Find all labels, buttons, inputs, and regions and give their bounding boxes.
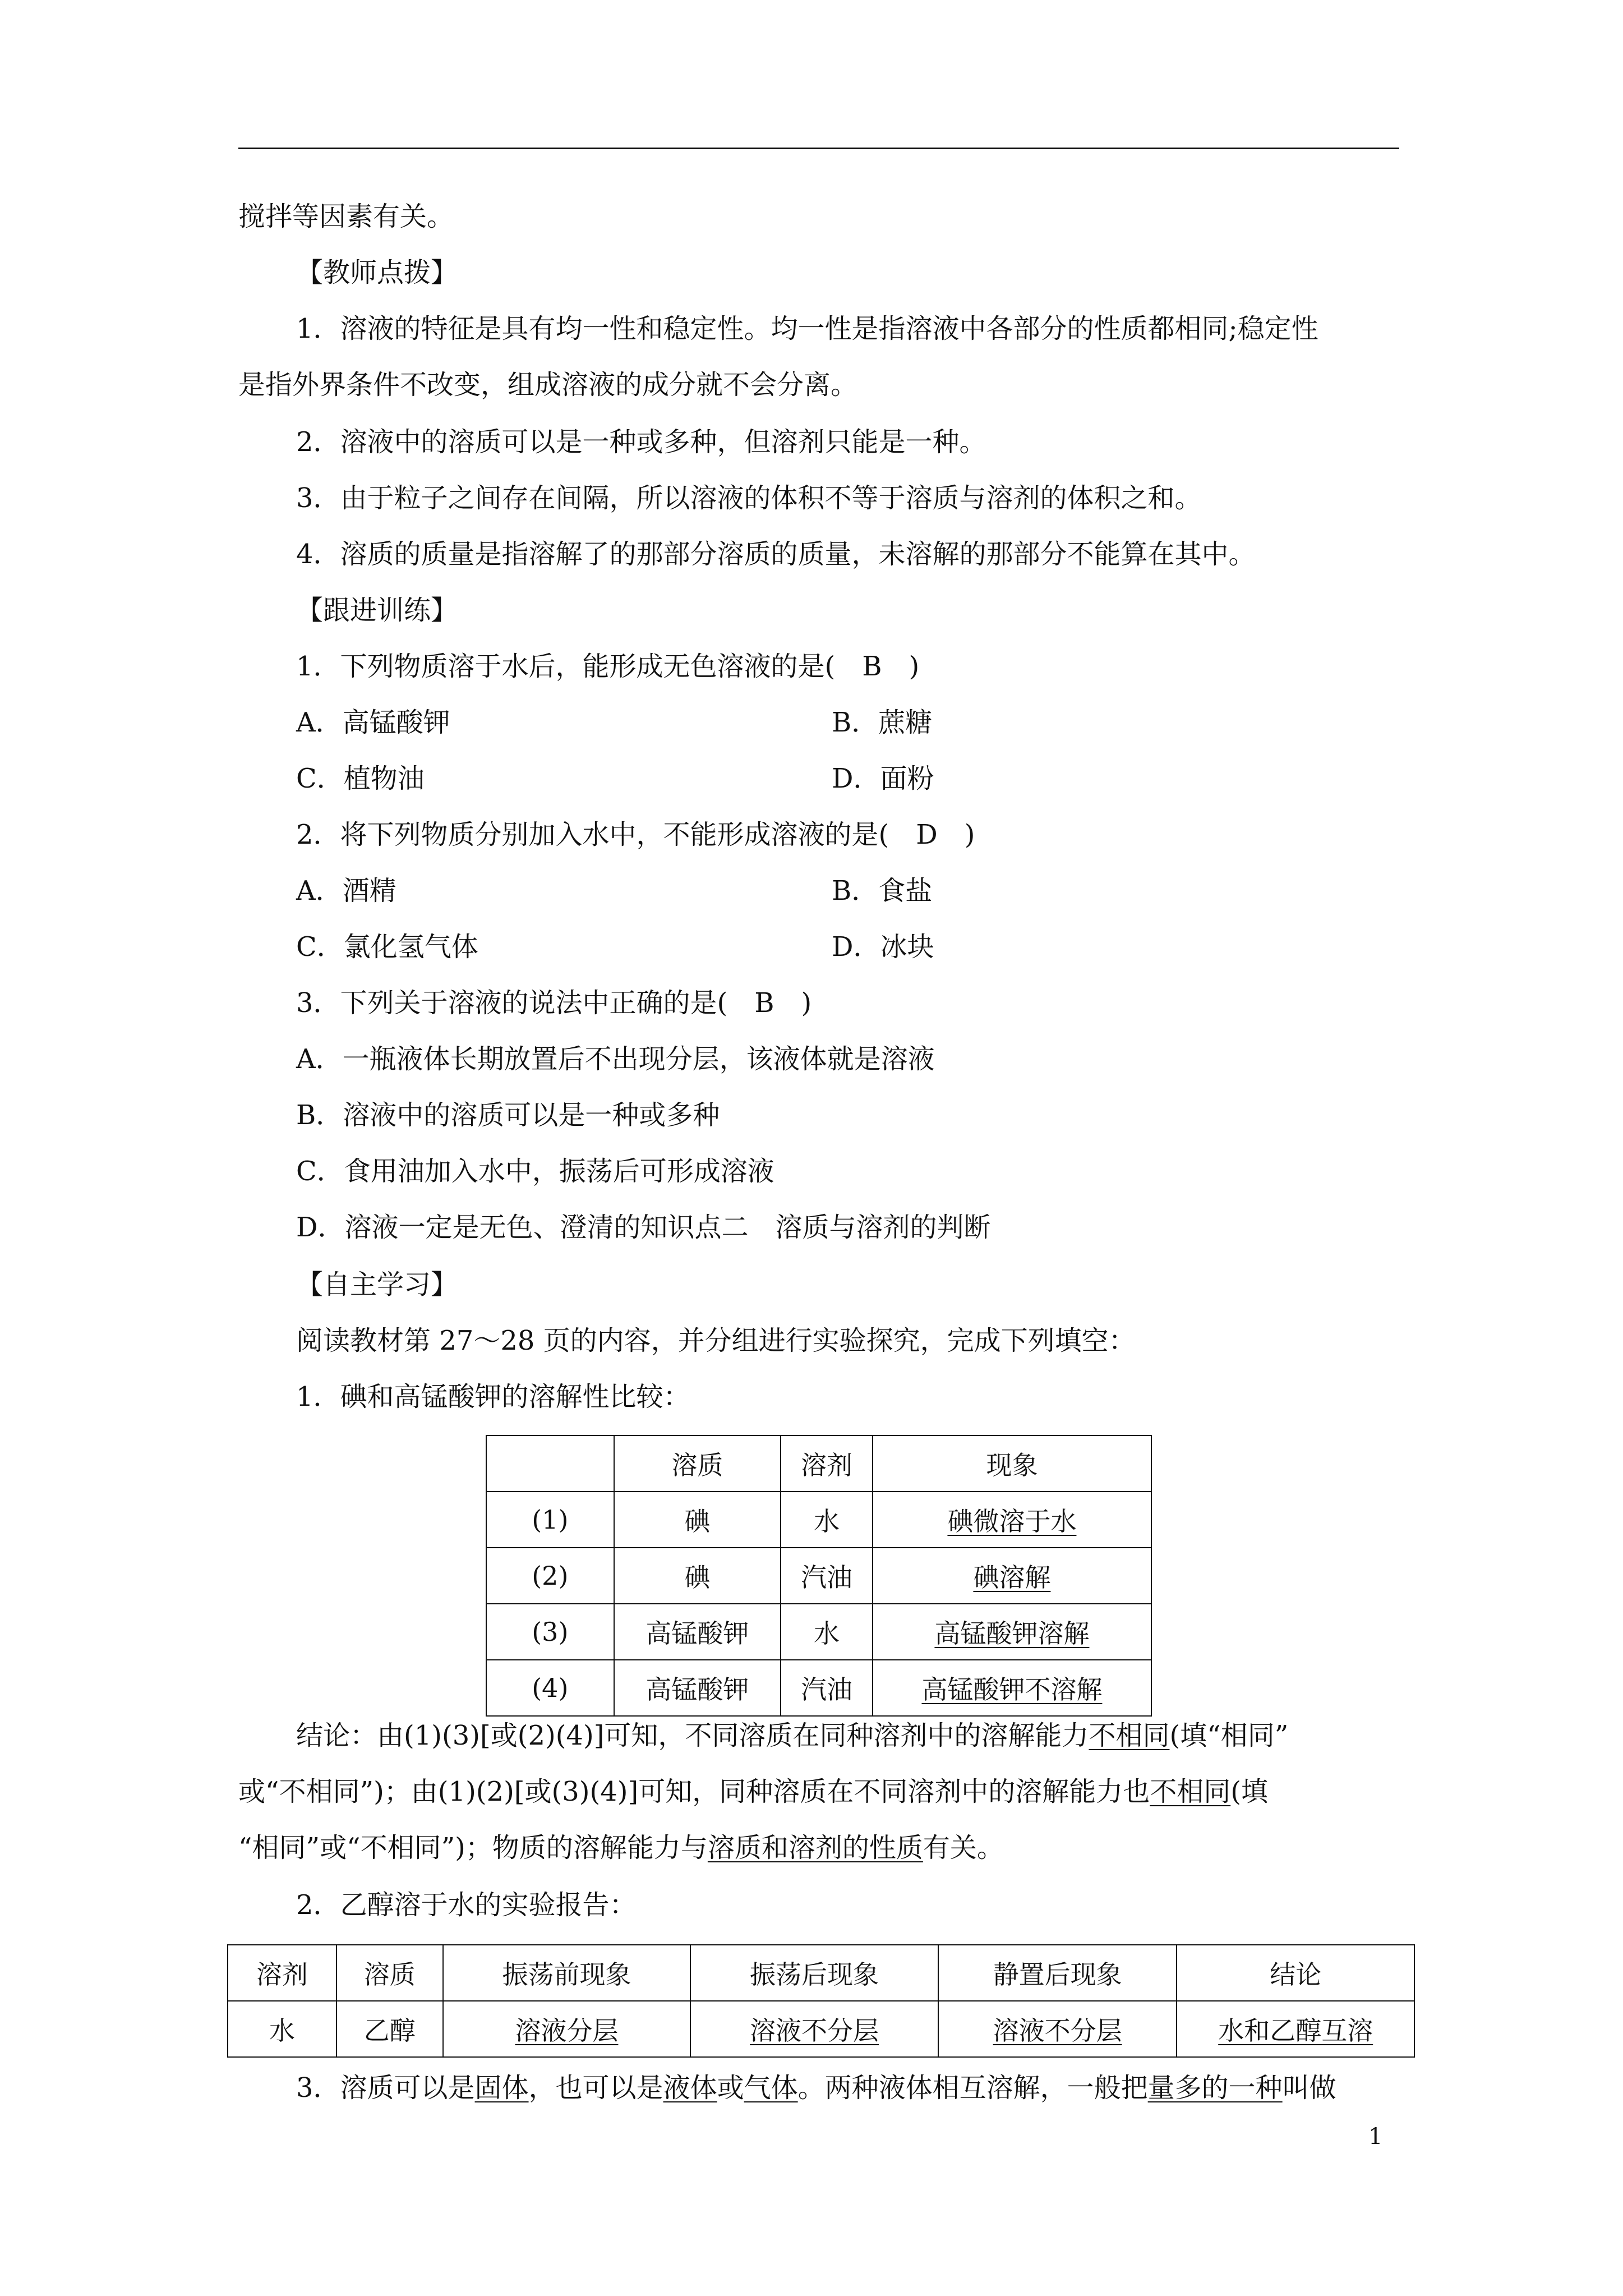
teacher-p1b: 是指外界条件不改变，组成溶液的成分就不会分离。: [238, 369, 858, 401]
answer-blank: 溶液分层: [515, 2016, 619, 2046]
teacher-heading: 【教师点拨】: [296, 257, 458, 288]
answer-blank: 液体: [663, 2072, 717, 2104]
conclusion-line-1: 结论：由(1)(3)[或(2)(4)]可知，不同溶质在同种溶剂中的溶解能力不相同(填“相同”: [296, 1720, 1289, 1751]
table-cell: [1177, 2001, 1414, 2057]
table-cell: [873, 1492, 1151, 1548]
table-cell: [443, 2001, 691, 2057]
q3-option-b: B．溶液中的溶质可以是一种或多种: [296, 1099, 720, 1131]
conclusion-line-2: 或“不相同”)；由(1)(2)[或(3)(4)]可知，同种溶质在不同溶剂中的溶解能力也不相同(填: [238, 1776, 1268, 1807]
table-header-cell: 溶质: [614, 1435, 781, 1492]
table-cell: (1): [486, 1492, 614, 1548]
item-3-text: 3．溶质可以是固体，也可以是液体或气体。两种液体相互溶解，一般把量多的一种叫做: [296, 2072, 1336, 2104]
answer-blank: 溶液不分层: [993, 2016, 1122, 2046]
table-header-cell: 溶剂: [228, 1945, 336, 2001]
table-cell: 水: [781, 1604, 873, 1660]
answer-blank: 水和乙醇互溶: [1218, 2016, 1373, 2046]
table-cell: (3): [486, 1604, 614, 1660]
answer-blank: 不相同: [1150, 1776, 1231, 1807]
table-cell: [690, 2001, 938, 2057]
table-cell: 水: [781, 1492, 873, 1548]
solubility-table: [486, 1435, 1152, 1717]
table-row: [228, 2001, 1414, 2057]
table-header-row: [486, 1435, 1151, 1492]
table-header-cell: 现象: [873, 1435, 1151, 1492]
q3-option-d: D．溶液一定是无色、澄清的知识点二 溶质与溶剂的判断: [296, 1212, 991, 1243]
question-2: 2．将下列物质分别加入水中，不能形成溶液的是( D ): [296, 819, 975, 850]
table-cell: [873, 1660, 1151, 1716]
table-cell: [938, 2001, 1177, 2057]
table-row: [486, 1492, 1151, 1548]
answer-blank: 不相同: [1089, 1720, 1170, 1751]
q2-option-d: D．冰块: [832, 931, 934, 963]
answer-blank: 溶液不分层: [750, 2016, 879, 2046]
table-header-cell: 振荡后现象: [690, 1945, 938, 2001]
teacher-p2: 2．溶液中的溶质可以是一种或多种，但溶剂只能是一种。: [296, 426, 986, 458]
table-cell: 碘: [614, 1548, 781, 1604]
table-header-cell: 结论: [1177, 1945, 1414, 2001]
table-header-cell: 溶剂: [781, 1435, 873, 1492]
table-cell: 水: [228, 2001, 336, 2057]
answer-blank: 溶质和溶剂的性质: [707, 1832, 923, 1864]
item-2-title: 2．乙醇溶于水的实验报告：: [296, 1889, 637, 1921]
answer-blank: 气体: [744, 2072, 798, 2104]
table-header-cell: [486, 1435, 614, 1492]
intro-tail: 搅拌等因素有关。: [238, 201, 454, 232]
answer-blank: 碘微溶于水: [947, 1506, 1077, 1536]
self-study-intro: 阅读教材第 27～28 页的内容，并分组进行实验探究，完成下列填空：: [296, 1325, 1136, 1356]
teacher-p3: 3．由于粒子之间存在间隔，所以溶液的体积不等于溶质与溶剂的体积之和。: [296, 482, 1202, 514]
q1-option-a: A．高锰酸钾: [296, 707, 450, 738]
table-cell: 高锰酸钾: [614, 1660, 781, 1716]
answer-blank: 高锰酸钾不溶解: [921, 1674, 1103, 1705]
table-cell: 汽油: [781, 1548, 873, 1604]
header-rule: [238, 148, 1399, 149]
q2-option-c: C．氯化氢气体: [296, 931, 478, 963]
table-cell: 高锰酸钾: [614, 1604, 781, 1660]
q1-option-d: D．面粉: [832, 763, 934, 794]
table-row: [486, 1604, 1151, 1660]
self-study-heading: 【自主学习】: [296, 1269, 458, 1300]
table-header-cell: 静置后现象: [938, 1945, 1177, 2001]
teacher-p4: 4．溶质的质量是指溶解了的那部分溶质的质量，未溶解的那部分不能算在其中。: [296, 539, 1256, 570]
table-header-cell: 溶质: [336, 1945, 443, 2001]
table-cell: [873, 1548, 1151, 1604]
item-1-title: 1．碘和高锰酸钾的溶解性比较：: [296, 1381, 690, 1412]
table-cell: (4): [486, 1660, 614, 1716]
practice-heading: 【跟进训练】: [296, 595, 458, 626]
answer-blank: 碘溶解: [973, 1562, 1051, 1593]
question-1: 1．下列物质溶于水后，能形成无色溶液的是( B ): [296, 651, 920, 682]
table-header-cell: 振荡前现象: [443, 1945, 691, 2001]
answer-blank: 固体: [474, 2072, 529, 2104]
q2-option-a: A．酒精: [296, 875, 396, 907]
question-3: 3．下列关于溶液的说法中正确的是( B ): [296, 987, 812, 1019]
q1-option-c: C．植物油: [296, 763, 425, 794]
table-cell: [873, 1604, 1151, 1660]
teacher-p1a: 1．溶液的特征是具有均一性和稳定性。均一性是指溶液中各部分的性质都相同;稳定性: [296, 313, 1318, 344]
table-header-row: [228, 1945, 1414, 2001]
table-cell: 乙醇: [336, 2001, 443, 2057]
table-cell: 汽油: [781, 1660, 873, 1716]
table-row: [486, 1660, 1151, 1716]
conclusion-line-3: “相同”或“不相同”)；物质的溶解能力与溶质和溶剂的性质有关。: [238, 1832, 1004, 1864]
table-cell: 碘: [614, 1492, 781, 1548]
q1-option-b: B．蔗糖: [832, 707, 933, 738]
q2-option-b: B．食盐: [832, 875, 933, 907]
page-number: 1: [1368, 2124, 1383, 2150]
q3-option-a: A．一瓶液体长期放置后不出现分层，该液体就是溶液: [296, 1043, 935, 1075]
answer-blank: 高锰酸钾溶解: [934, 1618, 1090, 1649]
table-row: [486, 1548, 1151, 1604]
table-cell: (2): [486, 1548, 614, 1604]
ethanol-report-table: [227, 1944, 1415, 2058]
answer-blank: 量多的一种: [1147, 2072, 1283, 2104]
q3-option-c: C．食用油加入水中，振荡后可形成溶液: [296, 1156, 774, 1187]
